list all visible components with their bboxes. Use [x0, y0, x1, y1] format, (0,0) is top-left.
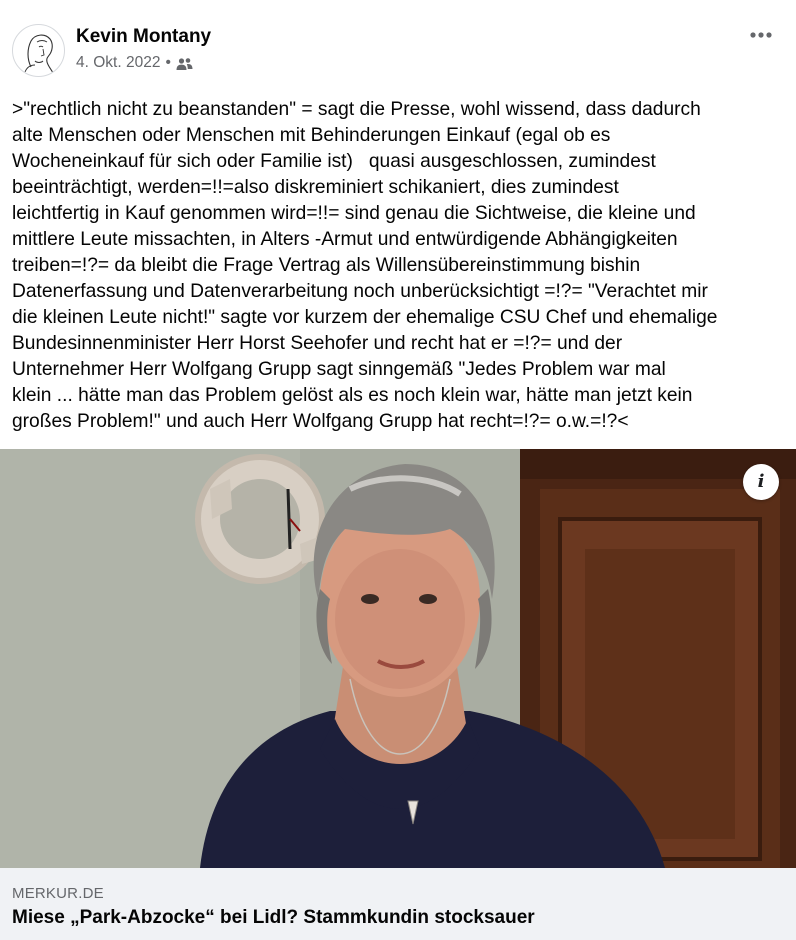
meta-separator: • — [165, 54, 171, 71]
preview-title[interactable]: Miese „Park-Abzocke“ bei Lidl? Stammkundin stocksauer — [12, 907, 535, 928]
more-options-button[interactable] — [744, 22, 778, 48]
info-button[interactable] — [743, 464, 779, 500]
avatar[interactable] — [12, 24, 65, 77]
post-date[interactable]: 4. Okt. 2022 — [76, 54, 161, 71]
preview-domain: MERKUR.DE — [12, 885, 104, 902]
link-preview-card[interactable] — [0, 449, 796, 940]
preview-image[interactable] — [0, 449, 796, 868]
friends-icon[interactable] — [176, 57, 193, 71]
author-name[interactable]: Kevin Montany — [76, 26, 212, 47]
post-header — [0, 0, 796, 90]
info-icon: i — [757, 471, 765, 492]
post-meta — [76, 53, 193, 73]
more-options-icon — [749, 31, 773, 39]
preview-photo-woman — [0, 449, 796, 868]
avatar-sketch-icon — [13, 25, 65, 77]
post-text: >"rechtlich nicht zu beanstanden" = sagt die Presse, wohl wissend, dass dadurch alte Menschen oder Menschen mit Behinderungen Einkauf (egal ob es Wocheneinkauf für sich oder Familie ist) quasi ausgeschlossen, zumindest beeinträchtigt, werden=!!=also diskreminiert schikaniert, dies zumindest leichtfertig in Kauf genommen wird=!!= sind genau die Sichtweise, die kleine und mittlere Leute missachten, in Alters -Armut und entwürdigende Abhängigkeiten treiben=!?= da bleibt die Frage Vertrag als Willensübereinstimmung bishin Datenerfassung und Datenverarbeitung noch unberücksichtigt =!?= "Verachtet mir die kleinen Leute nicht!" sagte vor kurzem der ehemalige CSU Chef und ehemalige Bundesinnenminister Herr Horst Seehofer und recht hat er =!?= und der Unternehmer Herr Wolfgang Grupp sagt sinngemäß "Jedes Problem war mal klein ... hätte man das Problem gelöst als es noch klein war, hätte man jetzt kein großes Problem!" und auch Herr Wolfgang Grupp hat recht=!?= o.w.=!?< — [12, 99, 718, 432]
preview-footer[interactable] — [0, 868, 796, 940]
